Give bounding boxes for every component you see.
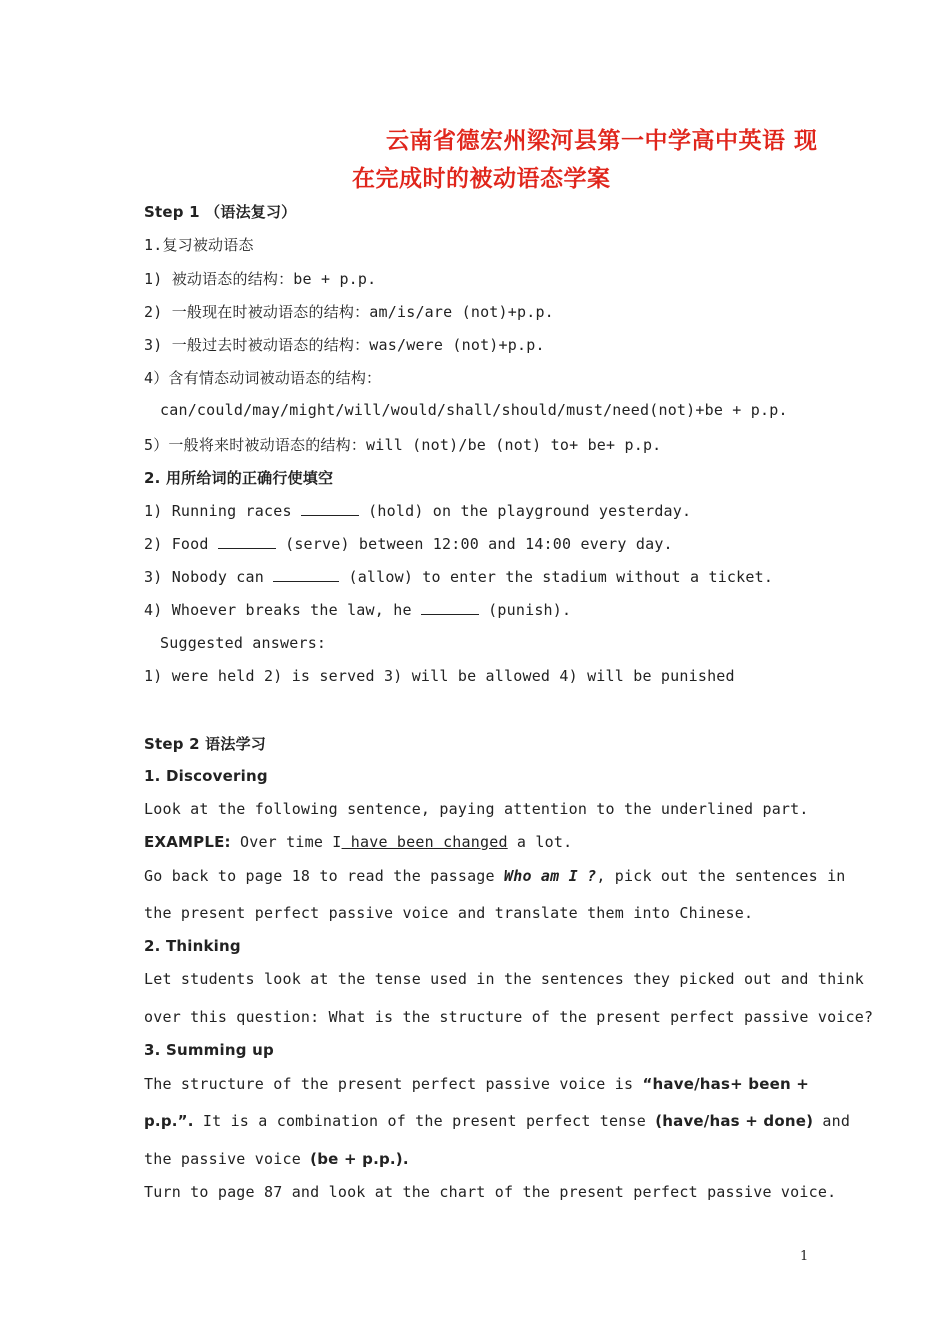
goback-line-1 [144, 867, 846, 885]
exercise-3-blank[interactable] [273, 567, 339, 582]
discovering-text: Look at the following sentence, paying attention to the underlined part. [144, 800, 809, 818]
review-item-4: 4）含有情态动词被动语态的结构： [144, 369, 382, 387]
summing-structure: “have/has+ been + [642, 1075, 810, 1093]
example-label: EXAMPLE: [144, 833, 231, 851]
review-item-3: 3) 一般过去时被动语态的结构：was/were (not)+p.p. [144, 336, 545, 354]
exercise-1-text-after: (hold) on the playground yesterday. [358, 502, 692, 520]
summing-line-2 [144, 1112, 850, 1130]
answers-label: Suggested answers: [160, 634, 327, 652]
discovering-title: 1. Discovering [144, 767, 268, 785]
summing-line-3-text: the passive voice [144, 1150, 311, 1168]
example-text-before: Over time I [230, 833, 342, 851]
thinking-title: 2. Thinking [144, 937, 241, 955]
exercise-3-text-before: 3) Nobody can [144, 568, 274, 586]
thinking-line-1: Let students look at the tense used in the sentences they picked out and think [144, 970, 864, 988]
summing-line-1-text: The structure of the present perfect passive voice is [144, 1075, 643, 1093]
review-item-4-formula: can/could/may/might/will/would/shall/should/must/need(not)+be + p.p. [160, 401, 788, 419]
exercise-4 [144, 600, 571, 619]
exercise-2-blank[interactable] [218, 534, 276, 549]
thinking-line-2: over this question: What is the structure of the present perfect passive voice? [144, 1008, 874, 1026]
example-underlined-part: have been changed [341, 833, 508, 851]
exercise-3-text-after: (allow) to enter the stadium without a ticket. [339, 568, 774, 586]
review-item-2: 2) 一般现在时被动语态的结构：am/is/are (not)+p.p. [144, 303, 554, 321]
document-title-line-1: 云南省德宏州梁河县第一中学高中英语 现 [386, 128, 818, 154]
exercise-2 [144, 534, 673, 553]
exercise-2-text-before: 2) Food [144, 535, 218, 553]
review-title: 1.复习被动语态 [144, 236, 254, 254]
example-text-after: a lot. [507, 833, 573, 851]
perfect-tense-formula: (have/has + done) [655, 1112, 814, 1130]
document-title-line-2: 在完成时的被动语态学案 [352, 166, 611, 192]
example-sentence [144, 833, 572, 851]
exercise-1 [144, 501, 691, 520]
summing-line-3 [144, 1150, 409, 1168]
summing-structure-end: p.p.”. [144, 1112, 194, 1130]
exercise-4-text-before: 4) Whoever breaks the law, he [144, 601, 421, 619]
summing-line-1 [144, 1075, 809, 1093]
answers-text: 1) were held 2) is served 3) will be allowed 4) will be punished [144, 667, 735, 685]
exercise-1-text-before: 1) Running races [144, 502, 301, 520]
exercise-4-text-after: (punish). [478, 601, 572, 619]
summing-line-2-end: and [813, 1112, 851, 1130]
goback-line-2: the present perfect passive voice and translate them into Chinese. [144, 904, 754, 922]
summing-title: 3. Summing up [144, 1041, 274, 1059]
exercise-1-blank[interactable] [301, 501, 359, 516]
page-number: 1 [800, 1249, 809, 1264]
exercise-4-blank[interactable] [421, 600, 479, 615]
goback-text-before: Go back to page 18 to read the passage [144, 867, 504, 885]
goback-text-after: , pick out the sentences in [596, 867, 846, 885]
review-item-1: 1) 被动语态的结构：be + p.p. [144, 270, 377, 288]
exercise-2-text-after: (serve) between 12:00 and 14:00 every day. [275, 535, 673, 553]
exercise-3 [144, 567, 773, 586]
turn-to-page-text: Turn to page 87 and look at the chart of the present perfect passive voice. [144, 1183, 837, 1201]
review-item-5: 5）一般将来时被动语态的结构：will (not)/be (not) to+ be+ p.p. [144, 436, 662, 454]
summing-line-2-text: It is a combination of the present perfect tense [193, 1112, 656, 1130]
passage-title: Who am I ? [504, 867, 597, 885]
step2-heading: Step 2 语法学习 [144, 735, 266, 753]
fill-blank-title: 2. 用所给词的正确行使填空 [144, 469, 334, 487]
passive-voice-formula: (be + p.p.). [310, 1150, 409, 1168]
step1-heading: Step 1 （语法复习） [144, 203, 297, 221]
